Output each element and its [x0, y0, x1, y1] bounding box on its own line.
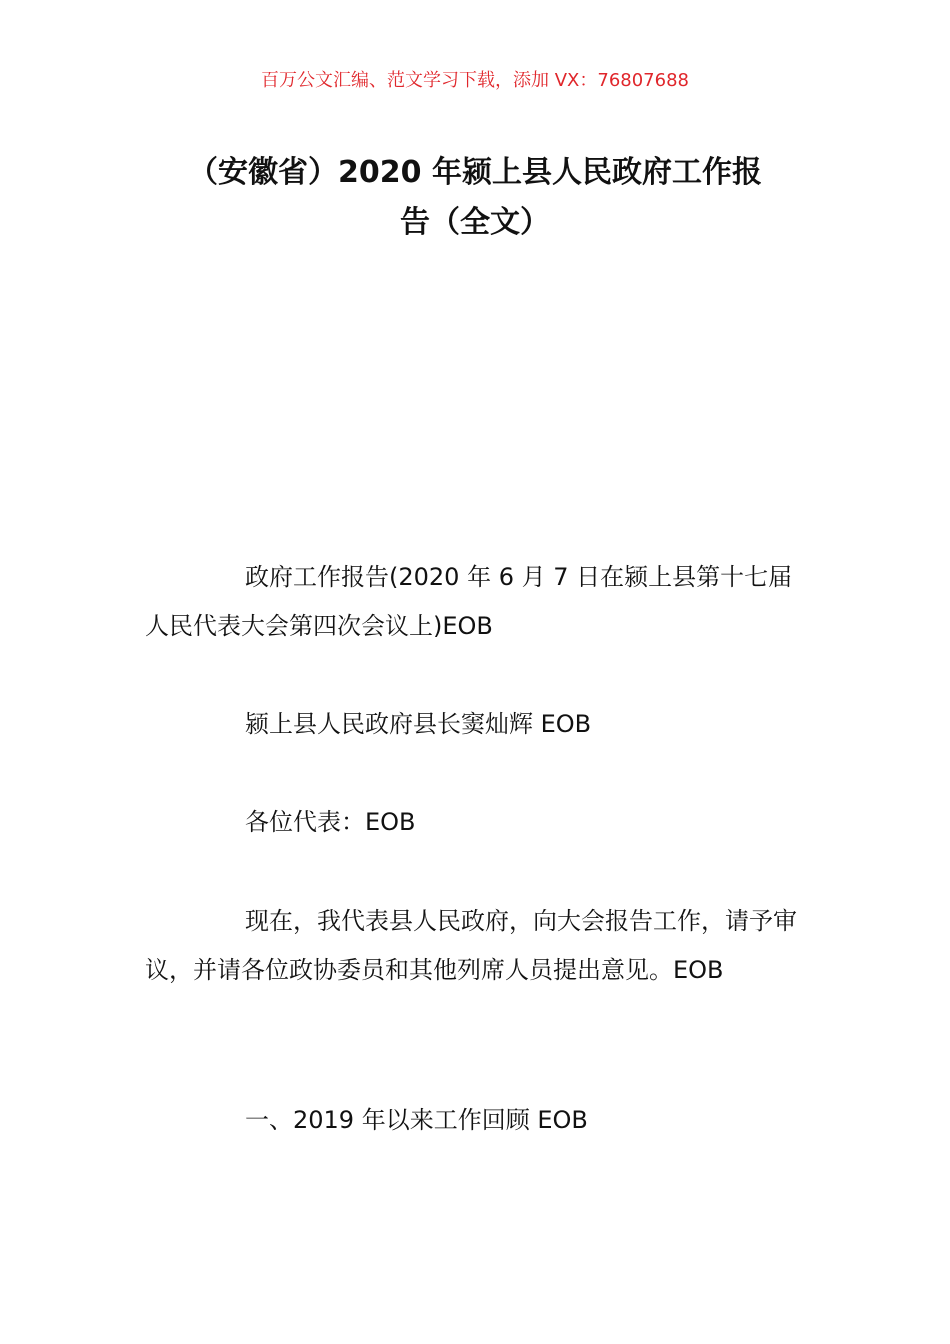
title-line-1: （安徽省）2020 年颍上县人民政府工作报	[188, 155, 762, 190]
salutation-paragraph: 各位代表：EOB	[245, 808, 416, 836]
speaker-paragraph: 颍上县人民政府县长窦灿辉 EOB	[245, 710, 592, 738]
document-title	[140, 148, 810, 248]
report-intro-paragraph: 政府工作报告(2020 年 6 月 7 日在颍上县第十七届人民代表大会第四次会议上)EOB	[145, 563, 793, 640]
opening-paragraph: 现在，我代表县人民政府，向大会报告工作，请予审议，并请各位政协委员和其他列席人员提出意见。EOB	[145, 907, 797, 984]
title-line-2: 告（全文）	[400, 205, 550, 240]
download-notice: 百万公文汇编、范文学习下载，添加 VX：76807688	[261, 70, 689, 91]
section-heading: 一、2019 年以来工作回顾 EOB	[245, 1106, 588, 1134]
